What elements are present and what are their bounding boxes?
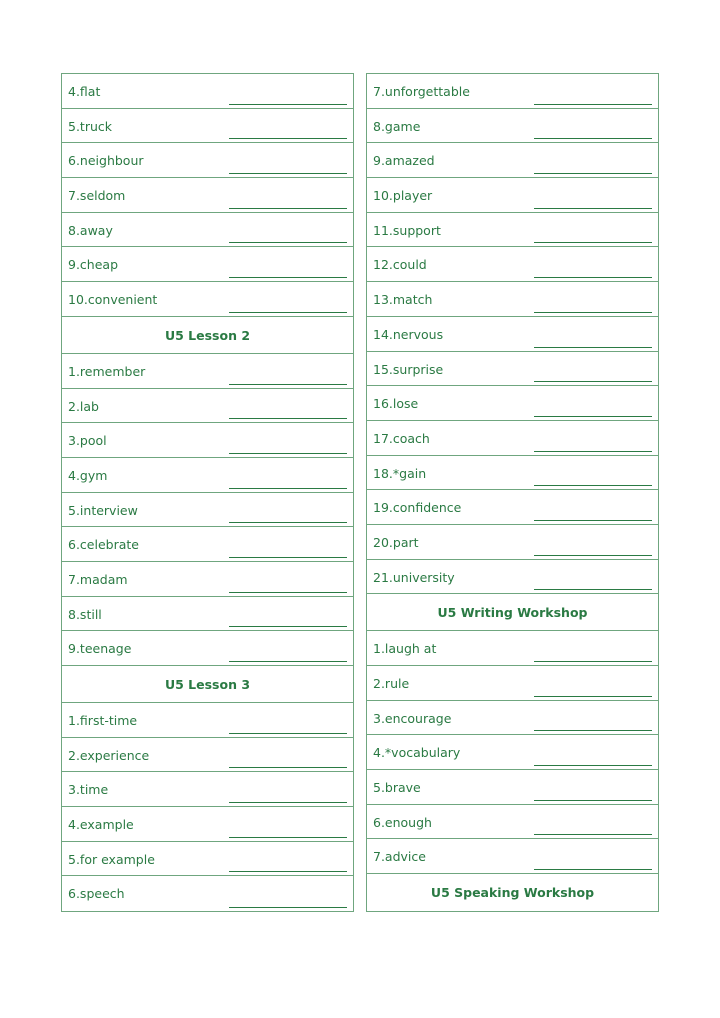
vocab-row — [62, 458, 353, 493]
answer-blank-line[interactable] — [534, 381, 652, 382]
answer-blank-line[interactable] — [534, 104, 652, 105]
vocab-word: 3.pool — [68, 433, 107, 449]
answer-blank-line[interactable] — [534, 661, 652, 662]
answer-blank-line[interactable] — [229, 104, 347, 105]
vocab-word: 5.for example — [68, 851, 155, 867]
answer-blank-line[interactable] — [229, 733, 347, 734]
vocab-word: 5.interview — [68, 502, 138, 518]
answer-blank-line[interactable] — [229, 242, 347, 243]
vocab-word: 10.convenient — [68, 292, 158, 308]
vocab-row — [62, 109, 353, 144]
vocab-word: 1.remember — [68, 363, 146, 379]
vocab-row — [62, 493, 353, 528]
answer-blank-line[interactable] — [534, 834, 652, 835]
answer-blank-line[interactable] — [229, 277, 347, 278]
answer-blank-line[interactable] — [534, 242, 652, 243]
answer-blank-line[interactable] — [229, 312, 347, 313]
answer-blank-line[interactable] — [229, 453, 347, 454]
vocab-row — [62, 389, 353, 424]
answer-blank-line[interactable] — [534, 208, 652, 209]
vocab-word: 16.lose — [373, 396, 419, 412]
vocab-row — [62, 597, 353, 632]
vocab-word: 6.speech — [68, 886, 125, 902]
section-header-row — [62, 666, 353, 703]
vocab-word: 7.seldom — [68, 188, 126, 204]
vocab-word: 8.away — [68, 222, 113, 238]
section-header-row — [367, 594, 658, 631]
vocab-word: 17.coach — [373, 430, 430, 446]
right-vocabulary-table — [366, 73, 659, 912]
answer-blank-line[interactable] — [229, 592, 347, 593]
vocab-row — [367, 317, 658, 352]
answer-blank-line[interactable] — [534, 451, 652, 452]
vocab-word: 7.advice — [373, 849, 426, 865]
answer-blank-line[interactable] — [534, 138, 652, 139]
vocab-row — [62, 178, 353, 213]
vocab-row — [367, 666, 658, 701]
vocab-word: 11.support — [373, 222, 441, 238]
answer-blank-line[interactable] — [229, 802, 347, 803]
vocab-row — [62, 213, 353, 248]
answer-blank-line[interactable] — [534, 277, 652, 278]
answer-blank-line[interactable] — [229, 837, 347, 838]
answer-blank-line[interactable] — [229, 488, 347, 489]
section-header-row — [62, 317, 353, 354]
vocab-row — [62, 143, 353, 178]
vocab-row — [367, 456, 658, 491]
answer-blank-line[interactable] — [534, 347, 652, 348]
vocab-row — [367, 282, 658, 317]
vocab-row — [62, 527, 353, 562]
vocab-word: 4.example — [68, 817, 134, 833]
vocab-word: 7.unforgettable — [373, 84, 470, 99]
answer-blank-line[interactable] — [534, 800, 652, 801]
vocab-word: 18.*gain — [373, 465, 427, 481]
section-header-row — [367, 874, 658, 911]
vocab-row — [367, 770, 658, 805]
vocab-word: 8.still — [68, 606, 102, 622]
vocab-word: 3.time — [68, 782, 109, 798]
vocab-row — [367, 178, 658, 213]
section-title: U5 Speaking Workshop — [430, 885, 595, 901]
vocab-word: 10.player — [373, 188, 433, 204]
vocab-row — [62, 562, 353, 597]
answer-blank-line[interactable] — [229, 384, 347, 385]
vocab-row — [62, 738, 353, 773]
vocab-row — [367, 631, 658, 666]
vocab-word: 6.enough — [373, 814, 432, 830]
vocab-word: 5.brave — [373, 780, 421, 796]
vocab-word: 8.game — [373, 118, 421, 134]
vocab-row — [62, 631, 353, 666]
vocab-row — [367, 213, 658, 248]
answer-blank-line[interactable] — [534, 589, 652, 590]
answer-blank-line[interactable] — [229, 661, 347, 662]
vocab-word: 6.neighbour — [68, 153, 144, 169]
answer-blank-line[interactable] — [534, 765, 652, 766]
vocab-word: 1.first-time — [68, 713, 138, 728]
answer-blank-line[interactable] — [534, 416, 652, 417]
vocab-row — [367, 525, 658, 560]
answer-blank-line[interactable] — [229, 767, 347, 768]
answer-blank-line[interactable] — [534, 869, 652, 870]
vocab-row — [62, 772, 353, 807]
vocab-row — [367, 109, 658, 144]
vocab-row — [62, 354, 353, 389]
answer-blank-line[interactable] — [229, 626, 347, 627]
answer-blank-line[interactable] — [534, 312, 652, 313]
vocab-word: 6.celebrate — [68, 537, 139, 553]
vocab-row — [367, 421, 658, 456]
vocab-word: 7.madam — [68, 571, 128, 587]
vocab-row — [62, 74, 353, 109]
answer-blank-line[interactable] — [534, 730, 652, 731]
vocab-word: 4.gym — [68, 467, 108, 483]
vocab-word: 9.amazed — [373, 153, 435, 169]
vocab-row — [62, 703, 353, 738]
vocab-row — [367, 490, 658, 525]
answer-blank-line[interactable] — [534, 173, 652, 174]
answer-blank-line[interactable] — [534, 485, 652, 486]
answer-blank-line[interactable] — [229, 173, 347, 174]
answer-blank-line[interactable] — [229, 522, 347, 523]
answer-blank-line[interactable] — [229, 418, 347, 419]
section-title: U5 Lesson 3 — [164, 677, 251, 692]
answer-blank-line[interactable] — [534, 555, 652, 556]
vocab-word: 1.laugh at — [373, 641, 437, 657]
vocab-row — [367, 560, 658, 595]
left-vocabulary-table — [61, 73, 354, 912]
vocab-row — [367, 247, 658, 282]
vocab-row — [62, 282, 353, 317]
vocab-row — [367, 701, 658, 736]
vocab-word: 13.match — [373, 292, 433, 308]
answer-blank-line[interactable] — [534, 696, 652, 697]
vocab-row — [367, 839, 658, 874]
section-title: U5 Writing Workshop — [437, 605, 588, 621]
vocab-word: 9.cheap — [68, 257, 119, 273]
vocab-row — [367, 735, 658, 770]
vocab-row — [367, 143, 658, 178]
vocab-word: 15.surprise — [373, 361, 444, 377]
vocab-row — [367, 386, 658, 421]
vocab-word: 2.rule — [373, 676, 410, 691]
vocab-row — [367, 805, 658, 840]
vocab-row — [367, 74, 658, 109]
vocab-row — [62, 423, 353, 458]
vocab-word: 19.confidence — [373, 500, 462, 516]
vocab-word: 12.could — [373, 257, 427, 273]
vocab-word: 20.part — [373, 534, 419, 550]
vocab-word: 21.university — [373, 569, 455, 585]
vocab-row — [367, 352, 658, 387]
answer-blank-line[interactable] — [229, 871, 347, 872]
vocab-row — [62, 842, 353, 877]
vocab-word: 4.flat — [68, 84, 101, 99]
section-title: U5 Lesson 2 — [164, 327, 251, 343]
vocab-row — [62, 247, 353, 282]
answer-blank-line[interactable] — [229, 557, 347, 558]
vocab-row — [62, 807, 353, 842]
vocab-word: 2.lab — [68, 398, 99, 414]
vocab-word: 3.encourage — [373, 710, 452, 726]
answer-blank-line[interactable] — [229, 907, 347, 908]
vocab-word: 4.*vocabulary — [373, 745, 461, 761]
vocab-row — [62, 876, 353, 911]
vocab-word: 9.teenage — [68, 641, 132, 657]
vocab-word: 14.nervous — [373, 326, 444, 342]
answer-blank-line[interactable] — [229, 208, 347, 209]
vocab-word: 2.experience — [68, 747, 150, 763]
answer-blank-line[interactable] — [229, 138, 347, 139]
vocab-word: 5.truck — [68, 118, 113, 134]
answer-blank-line[interactable] — [534, 520, 652, 521]
